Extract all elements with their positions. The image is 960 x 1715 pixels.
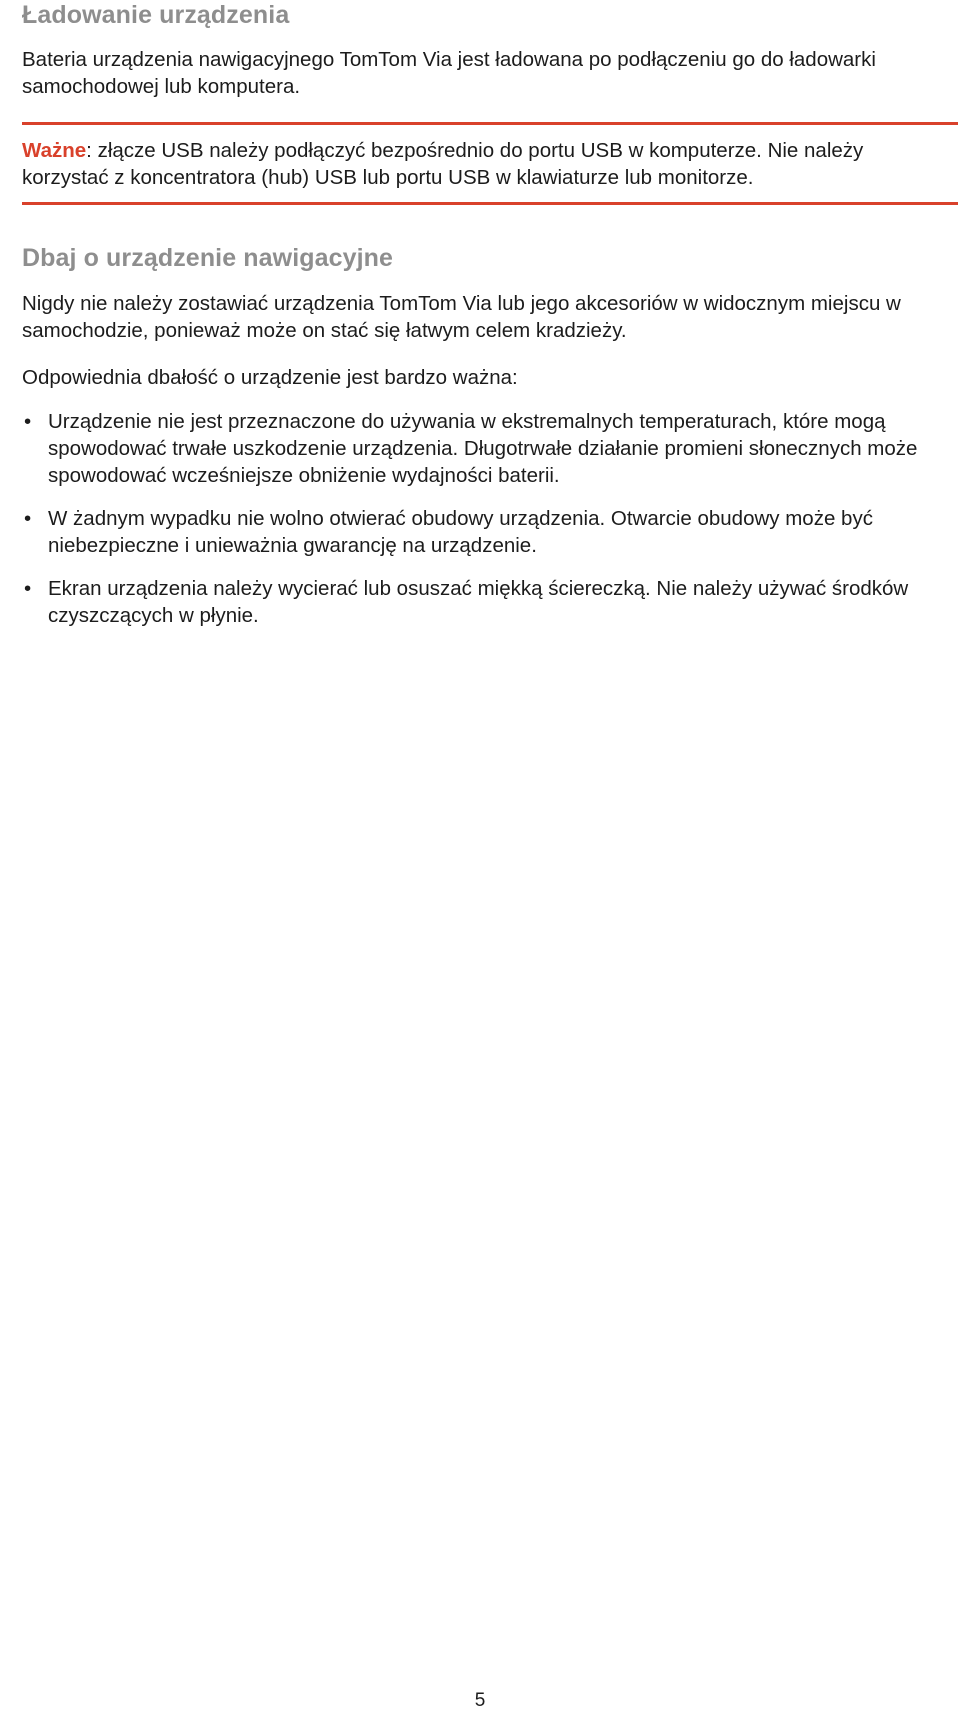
important-note-text: : złącze USB należy podłączyć bezpośrednio do portu USB w komputerze. Nie należy korzystać z koncentratora (hub) USB lub portu USB w klawiaturze lub monitorze. xyxy=(22,139,864,189)
list-item xyxy=(22,575,940,629)
care-paragraph-intro: Odpowiednia dbałość o urządzenie jest bardzo ważna: xyxy=(22,366,518,389)
charging-paragraph: Bateria urządzenia nawigacyjnego TomTom Via jest ładowana po podłączeniu go do ładowarki samochodowej lub komputera. xyxy=(22,48,876,98)
care-bullet-list xyxy=(22,408,940,645)
list-item xyxy=(22,505,940,559)
list-item-text: Urządzenie nie jest przeznaczone do używania w ekstremalnych temperaturach, które mogą spowodować trwałe uszkodzenie urządzenia. Długotrwałe działanie promieni słonecznych może spowodować wcześniejsze obniżenie wydajności baterii. xyxy=(48,410,918,487)
bullet-icon: • xyxy=(24,410,32,433)
page-number: 5 xyxy=(474,1690,486,1711)
important-note xyxy=(22,137,940,191)
list-item-text: W żadnym wypadku nie wolno otwierać obudowy urządzenia. Otwarcie obudowy może być niebezpieczne i unieważnia gwarancję na urządzenie. xyxy=(48,507,873,557)
bullet-icon: • xyxy=(24,577,32,600)
note-bottom-rule xyxy=(22,202,958,205)
bullet-icon: • xyxy=(24,507,32,530)
note-top-rule xyxy=(22,122,958,125)
important-label: Ważne xyxy=(22,139,87,162)
section-heading-care: Dbaj o urządzenie nawigacyjne xyxy=(22,244,394,272)
section-heading-charging: Ładowanie urządzenia xyxy=(22,1,290,29)
list-item xyxy=(22,408,940,489)
care-paragraph-theft: Nigdy nie należy zostawiać urządzenia TomTom Via lub jego akcesoriów w widocznym miejscu w samochodzie, ponieważ może on stać się łatwym celem kradzieży. xyxy=(22,292,901,342)
list-item-text: Ekran urządzenia należy wycierać lub osuszać miękką ściereczką. Nie należy używać środków czyszczących w płynie. xyxy=(48,577,909,627)
